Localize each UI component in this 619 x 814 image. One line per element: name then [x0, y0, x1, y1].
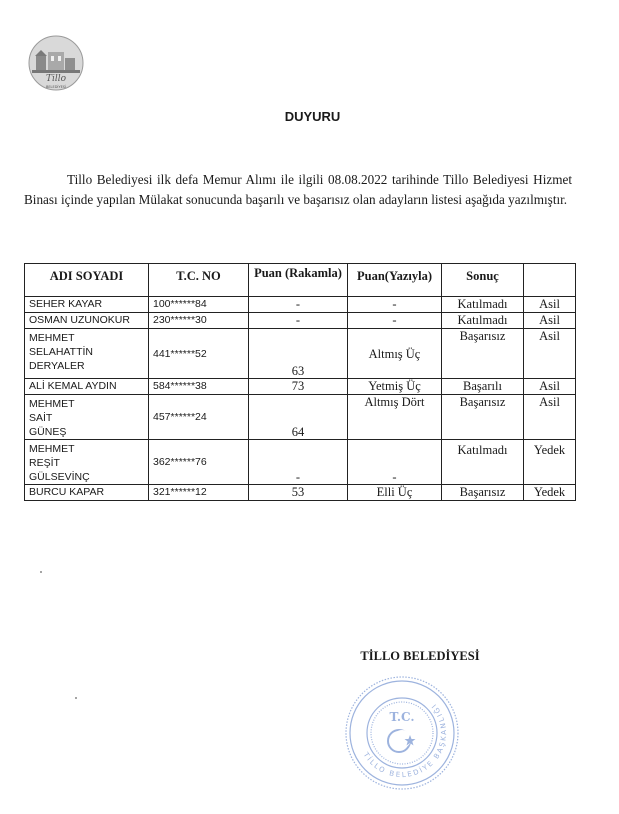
header-score-text: Puan(Yazıyla): [348, 264, 442, 297]
cell-tc: 230******30: [149, 313, 249, 329]
header-status: [524, 264, 576, 297]
official-stamp: [342, 673, 462, 793]
stamp-ring-text: TİLLO BELEDİYE BAŞKANLIĞI: [361, 701, 449, 780]
cell-result: Başarısız: [442, 485, 524, 501]
cell-score-text: Altmış Üç: [348, 329, 442, 379]
cell-status: Asil: [524, 313, 576, 329]
cell-status: Asil: [524, 379, 576, 395]
table-row: [25, 440, 576, 485]
cell-score: 73: [249, 379, 348, 395]
page-title: DUYURU: [284, 109, 341, 124]
cell-name: OSMAN UZUNOKUR: [25, 313, 149, 329]
signature-block: TİLLO BELEDİYESİ: [360, 649, 480, 663]
cell-score: -: [249, 297, 348, 313]
cell-name: ALİ KEMAL AYDIN: [25, 379, 149, 395]
cell-name: SEHER KAYAR: [25, 297, 149, 313]
municipality-logo: [27, 34, 85, 92]
cell-status: Asil: [524, 297, 576, 313]
cell-name: BURCU KAPAR: [25, 485, 149, 501]
table-row: [25, 379, 576, 395]
table-row: [25, 313, 576, 329]
cell-score-text: Yetmiş Üç: [348, 379, 442, 395]
cell-result: Başarısız: [442, 395, 524, 440]
cell-name: MEHMET SAİT GÜNEŞ: [25, 395, 149, 440]
svg-text:Tillo: Tillo: [45, 74, 67, 84]
cell-status: Yedek: [524, 485, 576, 501]
cell-score: 53: [249, 485, 348, 501]
cell-score: -: [249, 313, 348, 329]
cell-name: MEHMET SELAHATTİN DERYALER: [25, 329, 149, 379]
table-row: [25, 297, 576, 313]
cell-tc: 321******12: [149, 485, 249, 501]
table-header-row: [25, 264, 576, 297]
announcement-text: Tillo Belediyesi ilk defa Memur Alımı ile ilgili 08.08.2022 tarihinde Tillo Belediyesi Hizmet Binası içinde yapılan Mülakat sonucunda başarılı ve başarısız olan adayların listesi aşağıda yazılmıştır.: [24, 172, 572, 207]
cell-tc: 441******52: [149, 329, 249, 379]
logo-caption: BELEDİYESİ: [45, 85, 67, 89]
cell-status: Asil: [524, 395, 576, 440]
cell-status: Asil: [524, 329, 576, 379]
cell-tc: 100******84: [149, 297, 249, 313]
cell-tc: 457******24: [149, 395, 249, 440]
cell-result: Katılmadı: [442, 440, 524, 485]
cell-score-text: Altmış Dört: [348, 395, 442, 440]
table-row: [25, 395, 576, 440]
cell-status: Yedek: [524, 440, 576, 485]
cell-score: 63: [249, 329, 348, 379]
announcement-paragraph: [24, 170, 572, 210]
results-table: [24, 263, 576, 501]
header-tc: T.C. NO: [149, 264, 249, 297]
cell-result: Başarılı: [442, 379, 524, 395]
table-row: [25, 485, 576, 501]
header-name: ADI SOYADI: [25, 264, 149, 297]
cell-name: MEHMET REŞİT GÜLSEVİNÇ: [25, 440, 149, 485]
cell-score-text: -: [348, 297, 442, 313]
cell-score: -: [249, 440, 348, 485]
scan-speck: [75, 697, 77, 699]
cell-score: 64: [249, 395, 348, 440]
stamp-top-text: T.C.: [389, 710, 415, 724]
scan-speck: [40, 571, 42, 573]
cell-tc: 584******38: [149, 379, 249, 395]
cell-result: Katılmadı: [442, 313, 524, 329]
table-row: [25, 329, 576, 379]
cell-result: Başarısız: [442, 329, 524, 379]
cell-result: Katılmadı: [442, 297, 524, 313]
header-result: Sonuç: [442, 264, 524, 297]
header-score: Puan (Rakamla): [249, 264, 348, 297]
cell-score-text: -: [348, 313, 442, 329]
cell-score-text: -: [348, 440, 442, 485]
cell-tc: 362******76: [149, 440, 249, 485]
cell-score-text: Elli Üç: [348, 485, 442, 501]
